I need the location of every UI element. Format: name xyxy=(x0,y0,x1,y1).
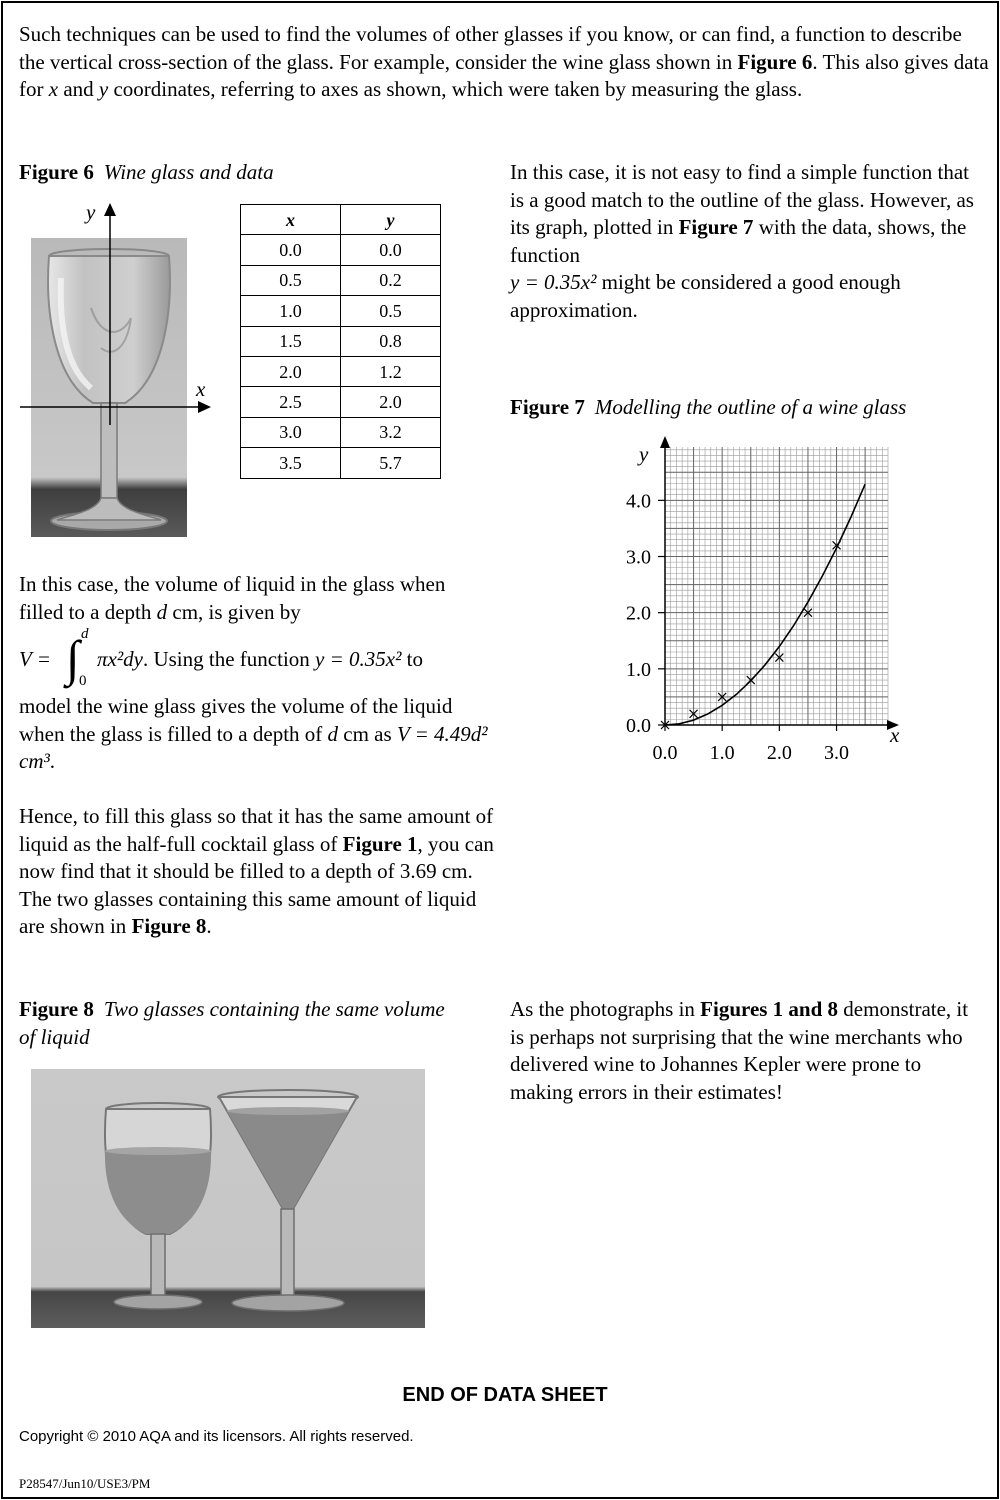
x-tick-label: 2.0 xyxy=(766,742,792,764)
figure6-caption: Figure 6 Wine glass and data xyxy=(19,160,274,184)
table-cell: 3.5 xyxy=(241,448,341,478)
integral-sign-icon: ∫ xyxy=(66,630,80,686)
table-cell: 0.0 xyxy=(341,235,441,265)
table-cell: 2.5 xyxy=(241,387,341,417)
table-header-row xyxy=(241,205,441,235)
figure7-caption: Figure 7 Modelling the outline of a wine glass xyxy=(510,395,907,419)
chart-x-label: x xyxy=(890,723,900,747)
hence-paragraph: Hence, to fill this glass so that it has the same amount of liquid as the half-full cocktail glass of Figure 1, you can now find that it should be filled to a depth of 3.69 cm. The two glasses containing this same amount of liquid are shown in Figure 8. xyxy=(19,804,494,938)
table-cell: 1.0 xyxy=(241,296,341,326)
y-tick-label: 3.0 xyxy=(626,546,651,569)
y-axis-arrowhead-icon xyxy=(104,203,116,216)
table-header-x: x xyxy=(241,205,341,235)
figure6-x-label: x xyxy=(196,377,206,401)
x-tick-label: 3.0 xyxy=(824,742,850,764)
x-tick-label: 1.0 xyxy=(709,742,735,764)
table-cell: 0.8 xyxy=(341,326,441,356)
table-row xyxy=(241,448,441,478)
table-row xyxy=(241,235,441,265)
table-row xyxy=(241,356,441,386)
y-tick-label: 0.0 xyxy=(626,715,651,737)
y-tick-label: 2.0 xyxy=(626,602,651,625)
volume-paragraph: In this case, the volume of liquid in the glass when filled to a depth d cm, is given by xyxy=(19,572,446,624)
table-header-y: y xyxy=(341,205,441,235)
right-paragraph-2: As the photographs in Figures 1 and 8 demonstrate, it is perhaps not surprising that the wine merchants who delivered wine to Johannes Kepler were prone to making errors in their estimates! xyxy=(510,997,969,1104)
table-cell: 0.5 xyxy=(341,296,441,326)
table-cell: 2.0 xyxy=(241,356,341,386)
two-glasses-photo xyxy=(31,1069,425,1328)
table-row xyxy=(241,326,441,356)
y-tick-label: 4.0 xyxy=(626,490,651,513)
table-cell: 2.0 xyxy=(341,387,441,417)
table-cell: 0.2 xyxy=(341,265,441,295)
integral-lower-limit: 0 xyxy=(79,673,87,689)
chart-y-label: y xyxy=(639,442,649,466)
figure7-chart xyxy=(600,436,920,776)
table-cell: 1.5 xyxy=(241,326,341,356)
table-cell: 3.2 xyxy=(341,417,441,447)
y-tick-label: 1.0 xyxy=(626,658,651,681)
end-of-data-sheet: END OF DATA SHEET xyxy=(402,1384,608,1406)
figure6-axes xyxy=(15,195,220,425)
figure6-y-label: y xyxy=(86,200,96,224)
integral-rest: πx²dy. Using the function y = 0.35x² to xyxy=(97,647,423,671)
integral-upper-limit: d xyxy=(81,626,89,642)
model-curve xyxy=(665,484,865,725)
document-code: P28547/Jun10/USE3/PM xyxy=(19,1476,151,1491)
table-row xyxy=(241,265,441,295)
table-row xyxy=(241,296,441,326)
figure8-caption: Figure 8 Two glasses containing the same volume of liquid xyxy=(19,997,445,1049)
table-cell: 5.7 xyxy=(341,448,441,478)
intro-paragraph: Such techniques can be used to find the volumes of other glasses if you know, or can find, a function to describe the vertical cross-section of the glass. For example, consider the wine glass shown in Figure 6. This also gives data for x and y coordinates, referring to axes as shown, which were taken by measuring the glass. xyxy=(19,22,989,101)
integral-lhs: V = xyxy=(19,647,51,671)
table-row xyxy=(241,417,441,447)
y-axis-arrowhead-icon xyxy=(660,436,670,448)
x-tick-label: 0.0 xyxy=(652,742,678,764)
table-cell: 0.0 xyxy=(241,235,341,265)
integral-line xyxy=(19,628,509,690)
table-cell: 3.0 xyxy=(241,417,341,447)
volume-paragraph-continued: model the wine glass gives the volume of the liquid when the glass is filled to a depth of d cm as V = 4.49d² cm³. xyxy=(19,694,488,773)
table-cell: 0.5 xyxy=(241,265,341,295)
copyright-notice: Copyright © 2010 AQA and its licensors. All rights reserved. xyxy=(19,1428,414,1445)
right-paragraph-1: In this case, it is not easy to find a simple function that is a good match to the outline of the glass. However, as its graph, plotted in Figure 7 with the data, shows, the function y = 0.35x² might be considered a good enough approximation. xyxy=(510,160,974,322)
table-cell: 1.2 xyxy=(341,356,441,386)
figure6-data-table xyxy=(240,204,441,479)
table-row xyxy=(241,387,441,417)
